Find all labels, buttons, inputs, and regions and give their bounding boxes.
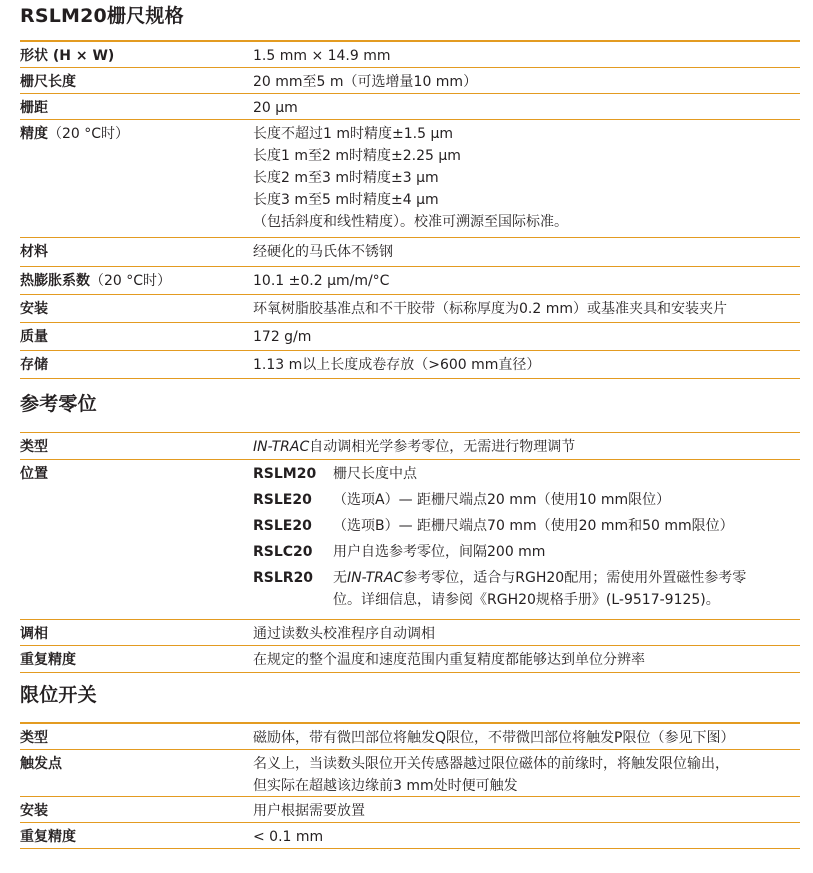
spec-label: 位置 <box>20 466 48 482</box>
spec-label: 类型 <box>20 729 48 746</box>
ref-position-item: RSLE20 （选项B）— 距栅尺端点70 mm（使用20 mm和50 mm限位） <box>253 518 734 534</box>
spec-label: 热膨胀系数（20 °C时） <box>20 272 172 289</box>
spec-label: 触发点 <box>20 755 62 772</box>
ref-position-item: RSLC20 用户自选参考零位，间隔200 mm <box>253 544 546 560</box>
spec-page <box>20 0 800 849</box>
spec-row-material <box>20 238 800 267</box>
spec-row-length <box>20 68 800 94</box>
spec-value: 经硬化的马氏体不锈钢 <box>253 243 393 260</box>
spec-row-storage <box>20 351 800 379</box>
spec-label: 栅尺长度 <box>20 73 76 90</box>
spec-label: 类型 <box>20 439 48 455</box>
ref-row-position <box>20 460 800 620</box>
scale-spec-title: RSLM20栅尺规格 <box>20 5 184 27</box>
ref-position-item: RSLM20 栅尺长度中点 <box>253 466 417 482</box>
spec-label: 调相 <box>20 626 48 642</box>
spec-value: 磁励体，带有微凹部位将触发Q限位，不带微凹部位将触发P限位（参见下图） <box>253 729 735 746</box>
spec-value: 1.13 m以上长度成卷存放（>600 mm直径） <box>253 356 541 373</box>
spec-label: 重复精度 <box>20 828 76 845</box>
spec-value: IN-TRAC自动调相光学参考零位，无需进行物理调节 <box>253 439 576 455</box>
ref-row-repeatability <box>20 646 800 673</box>
limit-row-repeatability <box>20 823 800 849</box>
limit-row-trigger <box>20 750 800 797</box>
spec-label: 重复精度 <box>20 652 76 668</box>
spec-row-form <box>20 42 800 68</box>
spec-row-thermal <box>20 267 800 295</box>
spec-value: 通过读数头校准程序自动调相 <box>253 626 435 642</box>
spec-value: 20 mm至5 m（可选增量10 mm） <box>253 73 478 90</box>
spec-label: 安装 <box>20 300 48 317</box>
limit-row-mounting <box>20 797 800 823</box>
spec-label: 精度（20 °C时） <box>20 125 130 142</box>
spec-value: 10.1 ±0.2 µm/m/°C <box>253 272 390 289</box>
ref-row-phasing <box>20 620 800 646</box>
spec-value: < 0.1 mm <box>253 828 324 845</box>
spec-value: 用户根据需要放置 <box>253 802 365 819</box>
spec-value: 在规定的整个温度和速度范围内重复精度都能够达到单位分辨率 <box>253 652 645 668</box>
limit-switch-title: 限位开关 <box>20 684 97 706</box>
spec-value: 名义上，当读数头限位开关传感器越过限位磁体的前缘时，将触发限位输出， 但实际在超越该边缘前3 mm处时便可触发 <box>253 755 729 794</box>
ref-position-item: RSLE20 （选项A）— 距栅尺端点20 mm（使用10 mm限位） <box>253 492 671 508</box>
reference-mark-title: 参考零位 <box>20 392 97 415</box>
spec-row-mass <box>20 323 800 351</box>
spec-value: 1.5 mm × 14.9 mm <box>253 47 391 64</box>
spec-row-mounting <box>20 295 800 323</box>
limit-row-type <box>20 724 800 750</box>
spec-value: 172 g/m <box>253 328 312 345</box>
spec-row-accuracy <box>20 120 800 238</box>
spec-value: 20 µm <box>253 99 298 116</box>
spec-value: 环氧树脂胶基准点和不干胶带（标称厚度为0.2 mm）或基准夹具和安装夹片 <box>253 300 727 317</box>
spec-label: 材料 <box>20 243 48 260</box>
spec-label: 形状 (H × W) <box>20 47 115 64</box>
spec-label: 存储 <box>20 356 48 373</box>
spec-label: 栅距 <box>20 99 48 116</box>
ref-position-item: RSLR20 无IN-TRAC参考零位，适合与RGH20配用；需使用外置磁性参考零 位。详细信息，请参阅《RGH20规格手册》(L-9517-9125)。 <box>253 570 747 608</box>
spec-row-pitch <box>20 94 800 120</box>
spec-value: 长度不超过1 m时精度±1.5 µm 长度1 m至2 m时精度±2.25 µm 长度2 m至3 m时精度±3 µm 长度3 m至5 m时精度±4 µm （包括斜度和线性精度）。校准可溯源至国际标准。 <box>253 125 568 230</box>
ref-row-type <box>20 433 800 460</box>
spec-value <box>253 460 800 619</box>
spec-label: 安装 <box>20 802 48 819</box>
spec-label: 质量 <box>20 328 48 345</box>
